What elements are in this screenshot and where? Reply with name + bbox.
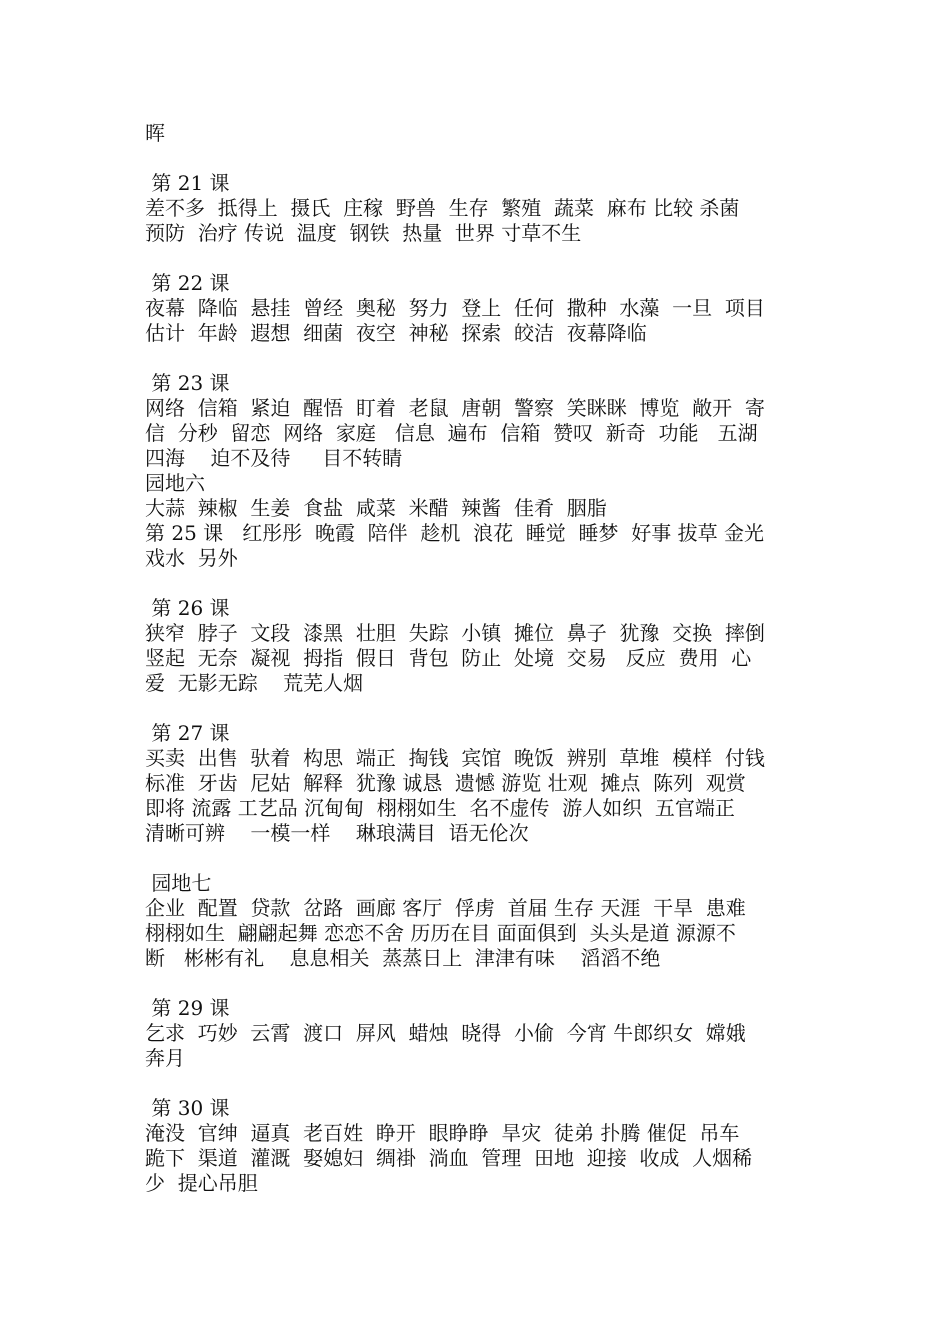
lesson-heading: 第 21 课 <box>145 171 230 195</box>
section-heading: 园地七 <box>145 871 212 895</box>
vocabulary-line: 网络 信箱 紧迫 醒悟 盯着 老鼠 唐朝 警察 笑眯眯 博览 敞开 寄 <box>145 396 765 420</box>
vocabulary-line: 竖起 无奈 凝视 拇指 假日 背包 防止 处境 交易 反应 费用 心 <box>145 646 752 670</box>
vocabulary-line: 预防 治疗 传说 温度 钢铁 热量 世界 寸草不生 <box>145 221 582 245</box>
vocabulary-line: 差不多 抵得上 摄氏 庄稼 野兽 生存 繁殖 蔬菜 麻布 比较 杀菌 <box>145 196 740 220</box>
vocabulary-line: 四海 迫不及待 目不转睛 <box>145 446 403 470</box>
blank-line <box>145 696 810 721</box>
vocabulary-line: 第 25 课 红彤彤 晚霞 陪伴 趁机 浪花 睡觉 睡梦 好事 拔草 金光 <box>145 521 764 545</box>
vocabulary-line: 清晰可辨 一模一样 琳琅满目 语无伦次 <box>145 821 529 845</box>
vocabulary-line: 大蒜 辣椒 生姜 食盐 咸菜 米醋 辣酱 佳肴 胭脂 <box>145 496 607 520</box>
vocabulary-line: 狭窄 脖子 文段 漆黑 壮胆 失踪 小镇 摊位 鼻子 犹豫 交换 摔倒 <box>145 621 765 645</box>
blank-line <box>145 846 810 871</box>
vocabulary-line: 标准 牙齿 尼姑 解释 犹豫 诚恳 遗憾 游览 壮观 摊点 陈列 观赏 <box>145 771 746 795</box>
blank-line <box>145 346 810 371</box>
section-heading: 园地六 <box>145 471 205 495</box>
lesson-heading: 第 30 课 <box>145 1096 230 1120</box>
vocabulary-line: 乞求 巧妙 云霄 渡口 屏风 蜡烛 晓得 小偷 今宵 牛郎织女 嫦娥 <box>145 1021 746 1045</box>
vocabulary-line: 爱 无影无踪 荒芜人烟 <box>145 671 364 695</box>
vocabulary-line: 夜幕 降临 悬挂 曾经 奥秘 努力 登上 任何 撒种 水藻 一旦 项目 <box>145 296 765 320</box>
vocabulary-line: 买卖 出售 驮着 构思 端正 掏钱 宾馆 晚饭 辨别 草堆 模样 付钱 <box>145 746 765 770</box>
blank-line <box>145 971 810 996</box>
vocabulary-line: 估计 年龄 遐想 细菌 夜空 神秘 探索 皎洁 夜幕降临 <box>145 321 647 345</box>
vocabulary-line: 信 分秒 留恋 网络 家庭 信息 遍布 信箱 赞叹 新奇 功能 五湖 <box>145 421 758 445</box>
lesson-heading: 第 26 课 <box>145 596 230 620</box>
blank-line <box>145 571 810 596</box>
lesson-heading: 第 22 课 <box>145 271 230 295</box>
vocabulary-line: 栩栩如生 翩翩起舞 恋恋不舍 历历在目 面面俱到 头头是道 源源不 <box>145 921 736 945</box>
blank-line <box>145 246 810 271</box>
vocabulary-line: 戏水 另外 <box>145 546 238 570</box>
vocabulary-line: 晖 <box>145 121 165 145</box>
lesson-heading: 第 29 课 <box>145 996 230 1020</box>
vocabulary-line: 即将 流露 工艺品 沉甸甸 栩栩如生 名不虚传 游人如织 五官端正 <box>145 796 735 820</box>
vocabulary-line: 断 彬彬有礼 息息相关 蒸蒸日上 津津有味 滔滔不绝 <box>145 946 661 970</box>
blank-line <box>145 146 810 171</box>
vocabulary-line: 企业 配置 贷款 岔路 画廊 客厅 俘虏 首届 生存 天涯 干旱 患难 <box>145 896 746 920</box>
document-body <box>145 121 810 1196</box>
blank-line <box>145 1071 810 1096</box>
lesson-heading: 第 23 课 <box>145 371 230 395</box>
vocabulary-line: 跪下 渠道 灌溉 娶媳妇 绸褂 淌血 管理 田地 迎接 收成 人烟稀 <box>145 1146 753 1170</box>
vocabulary-line: 少 提心吊胆 <box>145 1171 258 1195</box>
lesson-heading: 第 27 课 <box>145 721 230 745</box>
vocabulary-line: 奔月 <box>145 1046 185 1070</box>
vocabulary-line: 淹没 官绅 逼真 老百姓 睁开 眼睁睁 旱灾 徒弟 扑腾 催促 吊车 <box>145 1121 740 1145</box>
